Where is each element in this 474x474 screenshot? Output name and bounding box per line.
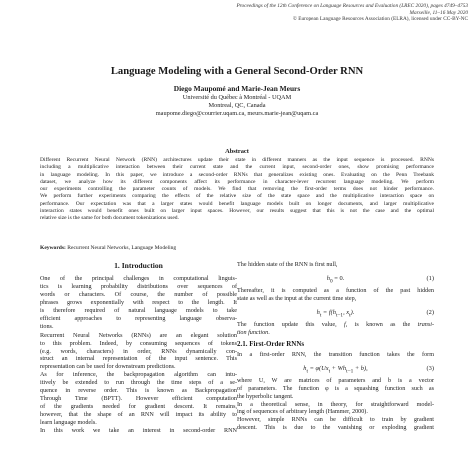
abstract-line: including a multiplicative interaction between their current state and the current input, second-order ones, show promising performance xyxy=(40,164,434,171)
paragraph-line: is therefore required of natural language models to take xyxy=(40,307,237,314)
author-emails: maupome.diego@courrier.uqam.ca, meurs.marie-jean@uqam.ca xyxy=(155,109,319,117)
paragraph-line: state as well as the input at the current time step, xyxy=(237,295,357,302)
abstract-line: Different Recurrent Neural Network (RNN) architectures update their state in different manners as the input sequence is processed. RNNs xyxy=(40,157,434,163)
paper-title: Language Modeling with a General Second-Order RNN xyxy=(110,66,364,77)
paragraph-line: descent. This is due to the vanishing or exploding gradient xyxy=(237,425,434,432)
equation-3-number: (3) xyxy=(426,364,434,372)
paragraph-line: As for inference, the backpropagation algorithm can intu- xyxy=(40,372,237,379)
equation-3-formula: $h_t = \varphi(Ux_t + Wh_{t-1} + b)$, xyxy=(303,364,368,374)
proceedings-line: Marseille, 11–16 May 2020 xyxy=(409,9,468,16)
right-column xyxy=(237,262,434,434)
abstract-line: our experiments controlling the parameter counts of models. We find that removing the first-order terms does not hinder performance. xyxy=(40,186,434,192)
proceedings-line: Proceedings of the 12th Conference on Language Resources and Evaluation (LREC 2020), pages 4749–4753 xyxy=(236,3,468,9)
author-affiliation xyxy=(0,94,474,118)
paragraph-line: However, simple RNNs can be difficult to train by gradient xyxy=(237,417,434,424)
keywords-text: Recurrent Neural Networks, Language Modeling xyxy=(67,245,177,251)
affiliation-location: Montreal, QC, Canada xyxy=(208,101,266,109)
rnn-paragraph-4 xyxy=(237,378,434,434)
equation-2-formula: $h_t = f(h_{t-1}$, $x_t$). xyxy=(316,308,355,319)
left-column xyxy=(40,262,237,437)
subsection-heading-first-order-rnns: 2.1. First-Order RNNs xyxy=(237,339,305,348)
paragraph-line: efficient approaches to representing language observa- xyxy=(40,315,237,322)
equation-1-number: (1) xyxy=(426,274,434,282)
abstract-line: interaction states would benefit ones built on larger input spaces. However, our results suggest that this is not the case and the optimal xyxy=(40,207,434,214)
paragraph-line: itively be extended to run through the time steps of a se- xyxy=(40,380,237,387)
paragraph-line: tics is learning probability distributions over sequences of xyxy=(40,283,237,290)
paragraph-line: quence in reverse order. This is known as Backpropagation xyxy=(40,388,237,395)
equation-1 xyxy=(237,271,434,288)
equation-3 xyxy=(237,361,434,378)
abstract-line: performance. Our expectation was that a larger states would benefit language models built on longer documents, and larger multiplicative xyxy=(40,200,434,207)
paragraph-line: struct an internal representation of the input sentence. This xyxy=(40,356,237,363)
paragraph-line: to this problem. Indeed, by consuming sequences of tokens xyxy=(40,340,237,347)
paragraph-line: Recurrent Neural Networks (RNNs) are an elegant solution xyxy=(40,332,237,339)
intro-paragraph-2 xyxy=(40,333,237,436)
affiliation-institution: Université du Québec à Montréal - UQAM xyxy=(182,94,292,101)
paragraph-line: phrases grows exponentially with respect to the length. It xyxy=(40,299,237,306)
paragraph-line: The function update this value, f, is known as the transi- xyxy=(237,321,435,328)
equation-2 xyxy=(237,305,434,322)
paragraph-line: Thereafter, it is computed as a function of the past hidden xyxy=(237,287,434,294)
paragraph-line: of the gradients needed for gradient descent. It remains, xyxy=(40,404,237,411)
paragraph-line: One of the principal challenges in computational linguis- xyxy=(40,275,237,282)
paragraph-line: In a theoretical sense, in theory, for straightforward model- xyxy=(237,401,434,408)
rnn-paragraph-3 xyxy=(237,352,434,360)
paper-authors: Diego Maupomé and Marie-Jean Meurs xyxy=(173,84,301,93)
abstract-body xyxy=(40,157,434,222)
paragraph-line: representation can be used for downstream predictions. xyxy=(40,364,176,371)
equation-1-formula: $h_0 = 0$. xyxy=(326,274,345,285)
abstract-line: dataset, we analyze how its different components affect its performance in character-lever recurrent language modeling. We perform xyxy=(40,178,434,185)
intro-paragraph-1 xyxy=(40,276,237,332)
paragraph-line: Through Time (BPTT). However efficient computation xyxy=(40,396,237,403)
paragraph-line: learn language models. xyxy=(40,420,97,427)
proceedings-header xyxy=(168,3,468,23)
abstract-line: in language modeling. In this paper, we introduce a second-order RNNs that generalizes existing ones. Evaluating on the Penn Treebank xyxy=(40,171,434,178)
paragraph-line: words or characters. Of course, the number of possible xyxy=(40,291,237,298)
paragraph-line: where U, W are matrices of parameters and b is a vector xyxy=(237,377,434,384)
equation-2-number: (2) xyxy=(426,308,434,316)
section-heading-introduction: 1. Introduction xyxy=(114,261,163,270)
paragraph-line: tions. xyxy=(40,323,54,330)
paragraph-line: In a first-order RNN, the transition function takes the form xyxy=(237,351,434,358)
rnn-paragraph-1 xyxy=(237,288,434,304)
paragraph-line: In this work we take an interest in second-order RNN xyxy=(40,428,237,435)
rnn-paragraph-2 xyxy=(237,322,434,338)
paragraph-line: (e.g. words, characters) in order, RNNs dynamically con- xyxy=(40,348,237,355)
keywords xyxy=(40,245,434,251)
paragraph-line: the hyperbolic tangent. xyxy=(237,393,294,400)
abstract-line: We perform further experiments comparing the effects of the relative size of the state space and the multiplicative interaction space on xyxy=(40,193,434,200)
license-line: © European Language Resources Association (ELRA), licensed under CC-BY-NC xyxy=(292,16,468,23)
paragraph-line: tion function. xyxy=(237,329,270,336)
keywords-label: Keywords: xyxy=(40,245,66,251)
abstract-line: relative size is the same for both document tokenizations used. xyxy=(40,215,179,221)
paragraph-line: however, that the shape of an RNN will impact its ability to xyxy=(40,412,237,419)
abstract-heading: Abstract xyxy=(225,148,249,155)
paragraph-line: ing of sequences of arbitrary length (Hammer, 2000). xyxy=(237,409,368,416)
paragraph-line: of parameters. The function φ is a squashing function such as xyxy=(237,385,434,392)
paragraph-line: The hidden state of the RNN is first null, xyxy=(237,262,338,268)
rnn-intro-line xyxy=(237,262,434,270)
